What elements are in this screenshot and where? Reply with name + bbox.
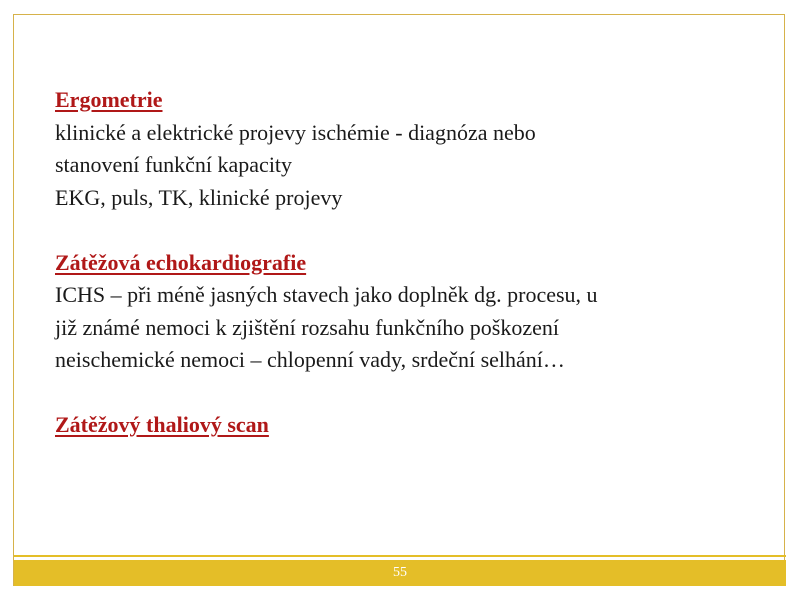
- section-thallium-scan: [55, 409, 755, 442]
- section-ergometrie: [55, 84, 755, 214]
- slide-content: [55, 84, 755, 474]
- section-title: Zátěžový thaliový scan: [55, 412, 269, 437]
- slide-number: 55: [393, 565, 407, 580]
- footer-rule: [14, 555, 786, 557]
- footer-band: [14, 560, 786, 586]
- section-text-line: neischemické nemoci – chlopenní vady, srdeční selhání…: [55, 347, 565, 372]
- section-text-line: ICHS – při méně jasných stavech jako doplněk dg. procesu, u: [55, 282, 598, 307]
- section-text-line: EKG, puls, TK, klinické projevy: [55, 184, 343, 210]
- section-stress-echocardiography: [55, 247, 755, 377]
- section-text-line: stanovení funkční kapacity: [55, 152, 293, 177]
- section-text-line: již známé nemoci k zjištění rozsahu funkčního poškození: [55, 314, 560, 340]
- section-title: Ergometrie: [55, 87, 163, 112]
- section-title: Zátěžová echokardiografie: [55, 249, 307, 275]
- section-text-line: klinické a elektrické projevy ischémie - diagnóza nebo: [55, 119, 536, 145]
